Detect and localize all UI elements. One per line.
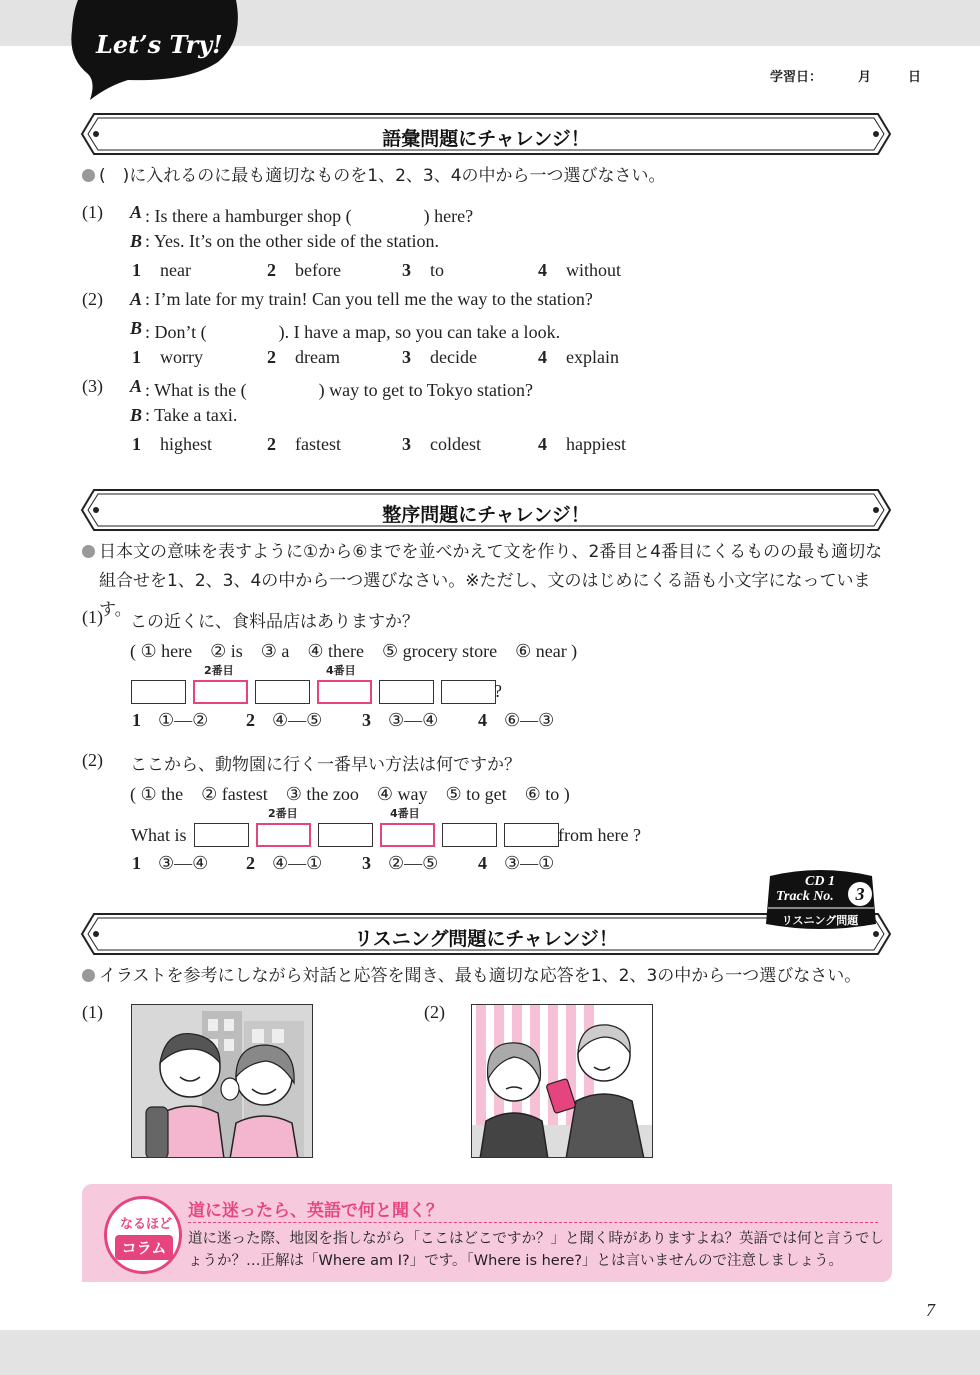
answer-box-5[interactable] — [442, 823, 497, 847]
tip-column — [82, 1184, 892, 1282]
answer-box-4[interactable] — [380, 823, 435, 847]
answer-box-2[interactable] — [193, 680, 248, 704]
column-badge-top: なるほど — [119, 1217, 172, 1232]
label-2nd: 2番目 — [268, 807, 298, 820]
section1-instruction: ( )に入れるのに最も適切なものを1、2、3、4の中から一つ選びなさい。 — [82, 162, 666, 191]
section2-instruction: 日本文の意味を表すように①から⑥までを並べかえて文を作り、2番目と4番目にくるものの最も適切な 組合せを1、2、3、4の中から一つ選びなさい。※ただし、文のはじめにくる語も小文字になっています。 — [82, 538, 902, 625]
label-2nd: 2番目 — [204, 664, 234, 677]
answer-box-5[interactable] — [379, 680, 434, 704]
track-label: Track No. — [776, 889, 834, 904]
label-4th: 4番目 — [326, 664, 356, 677]
answer-box-6[interactable] — [441, 680, 496, 704]
track-number: 3 — [848, 882, 872, 906]
bullet-icon — [82, 545, 95, 558]
column-divider — [188, 1222, 878, 1223]
illustration-1 — [131, 1004, 313, 1158]
section3-title: リスニング問題にチャレンジ！ — [354, 928, 618, 950]
cd-label: CD 1 — [805, 874, 835, 889]
answer-box-1[interactable] — [131, 680, 186, 704]
day-label: 日 — [908, 70, 922, 85]
section3-instruction: イラストを参考にしながら対話と応答を聞き、最も適切な応答を1、2、3の中から一つ選びなさい。 — [82, 962, 861, 991]
answer-boxes — [194, 823, 559, 847]
page-number: 7 — [926, 1300, 935, 1320]
answer-box-3[interactable] — [255, 680, 310, 704]
illustration-2 — [471, 1004, 653, 1158]
bubble-title: Let’s Try! — [96, 30, 223, 59]
section1-banner — [80, 112, 892, 156]
bullet-icon — [82, 969, 95, 982]
answer-box-4[interactable] — [317, 680, 372, 704]
answer-box-6[interactable] — [504, 823, 559, 847]
label-4th: 4番目 — [390, 807, 420, 820]
column-badge — [104, 1196, 182, 1274]
section1-title: 語彙問題にチャレンジ！ — [382, 128, 590, 150]
listening-q1-num: (1) — [82, 1002, 103, 1022]
answer-box-3[interactable] — [318, 823, 373, 847]
listening-label: リスニング問題 — [781, 914, 859, 927]
bullet-icon — [82, 169, 95, 182]
bottom-band — [0, 1330, 980, 1375]
section2-banner — [80, 488, 892, 532]
listening-q2-num: (2) — [424, 1002, 445, 1022]
answer-box-2[interactable] — [256, 823, 311, 847]
month-label: 月 — [858, 70, 872, 85]
cd-track-badge — [760, 868, 880, 932]
column-title: 道に迷ったら、英語で何と聞く？ — [188, 1201, 443, 1221]
answer-box-1[interactable] — [194, 823, 249, 847]
column-body: 道に迷った際、地図を指しながら「ここはどこですか？」と聞く時がありますよね？英語では何と言うでしょうか？…正解は「Where am I?」です。「Where is here?」とは言いませんので注意しましょう。 — [188, 1231, 884, 1269]
study-date-label: 学習日： — [770, 70, 823, 85]
section2-title: 整序問題にチャレンジ！ — [382, 504, 590, 526]
answer-boxes — [131, 680, 496, 704]
column-badge-bottom: コラム — [115, 1235, 173, 1260]
